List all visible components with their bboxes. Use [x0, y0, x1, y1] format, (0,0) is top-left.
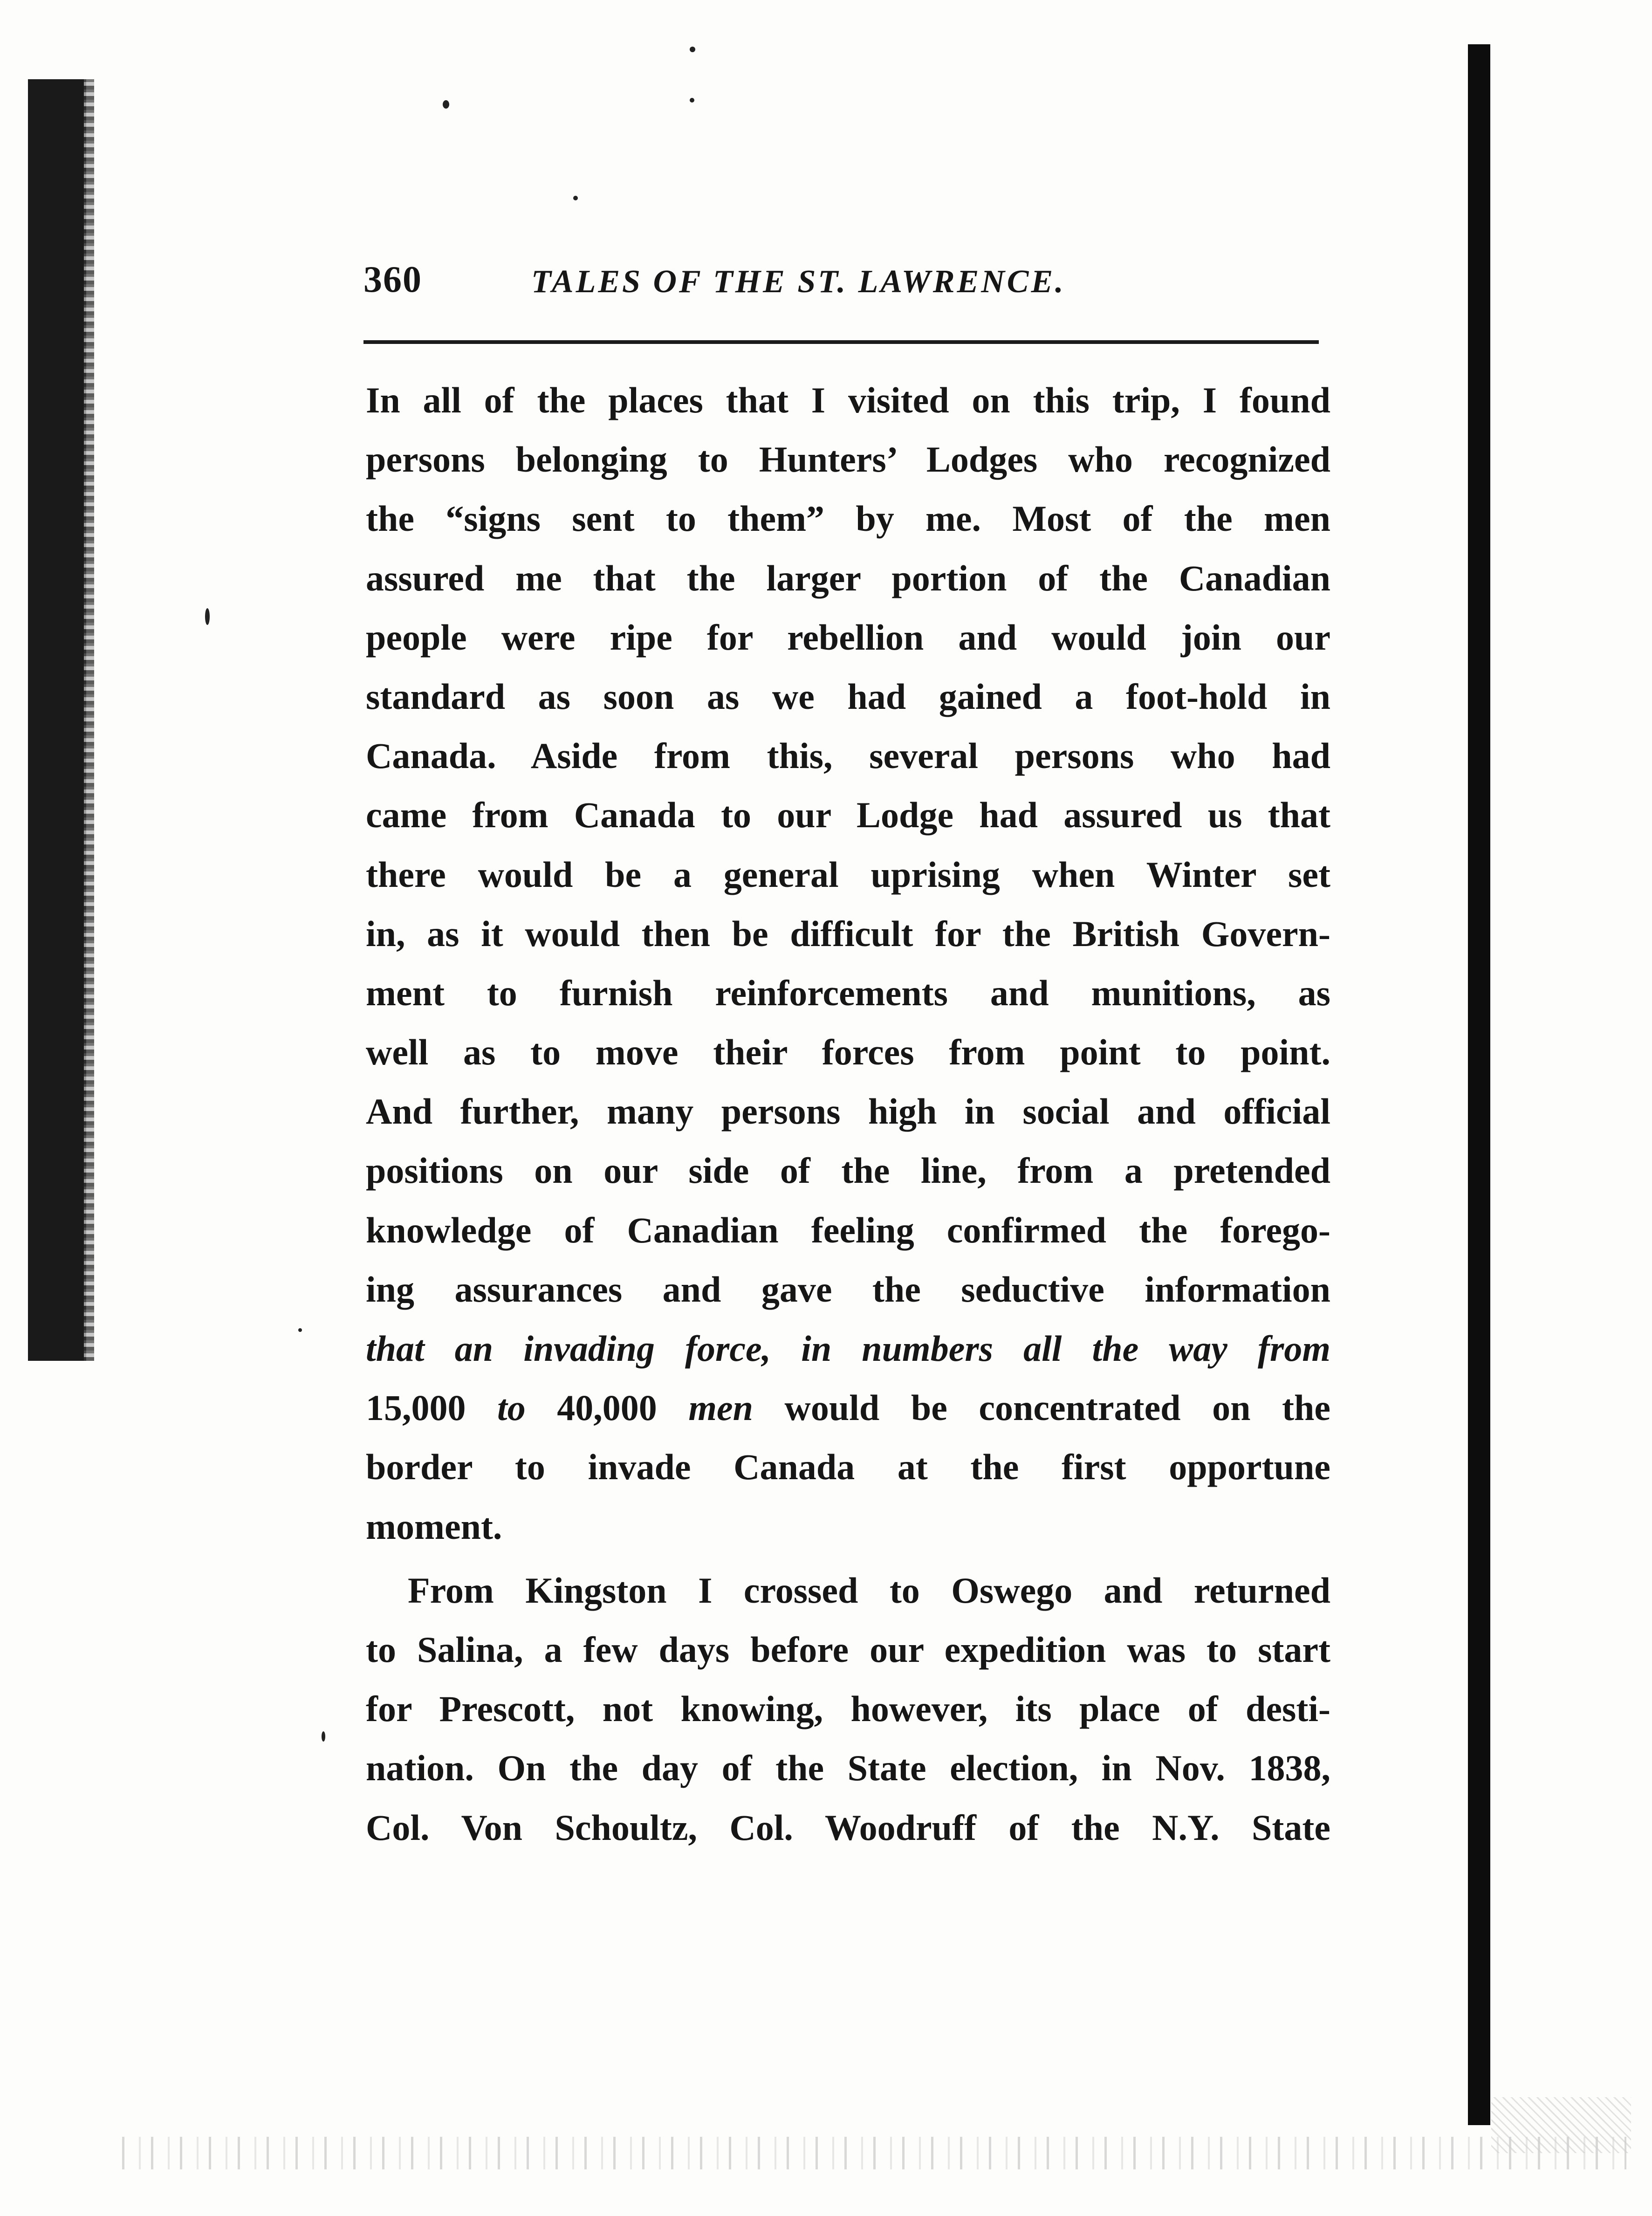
ink-speck: [573, 196, 578, 200]
text-line: positions on our side of the line, from a pretended: [366, 1150, 1330, 1191]
text-line: people were ripe for rebellion and would join our: [366, 617, 1330, 658]
running-header: [363, 259, 1319, 310]
page-number: 360: [363, 259, 422, 300]
text-line: From Kingston I crossed to Oswego and returned: [408, 1570, 1330, 1611]
text-line: Canada. Aside from this, several persons who had: [366, 735, 1330, 776]
text-line: to Salina, a few days before our expedition was to start: [366, 1629, 1330, 1670]
text-line: nation. On the day of the State election, in Nov. 1838,: [366, 1748, 1330, 1789]
text-line: there would be a general uprising when Winter set: [366, 854, 1330, 895]
text-line: standard as soon as we had gained a foot-hold in: [366, 676, 1330, 717]
ink-speck: [690, 98, 694, 103]
text-line: ment to furnish reinforcements and munitions, as: [366, 972, 1330, 1013]
italic-word: men: [688, 1387, 753, 1428]
ink-speck: [298, 1328, 302, 1332]
text-line: border to invade Canada at the first opportune: [366, 1447, 1330, 1488]
italic-word: to: [497, 1387, 526, 1428]
number-text: 40,000: [525, 1387, 689, 1428]
text-line: came from Canada to our Lodge had assured us that: [366, 795, 1330, 836]
paragraph: [366, 1561, 1330, 1857]
running-title: TALES OF THE ST. LAWRENCE.: [531, 264, 1066, 300]
header-rule: [363, 340, 1319, 344]
ink-speck: [443, 100, 449, 109]
ink-speck: [322, 1731, 325, 1742]
text-line: moment.: [366, 1506, 502, 1547]
ink-speck: [690, 47, 695, 52]
text-line: knowledge of Canadian feeling confirmed the forego-: [366, 1209, 1330, 1250]
paragraph-gap: [366, 1556, 1330, 1561]
text-segment: would be concentrated on the: [753, 1387, 1331, 1428]
scan-shadow-left: [28, 79, 86, 1361]
scan-noise-corner: [1491, 2097, 1631, 2153]
text-line: In all of the places that I visited on this trip, I found: [366, 380, 1330, 420]
paragraph: [366, 370, 1330, 1556]
ink-speck: [205, 608, 210, 625]
text-line: assured me that the larger portion of the Canadian: [366, 557, 1330, 598]
text-line: ing assurances and gave the seductive information: [366, 1269, 1330, 1310]
text-line: in, as it would then be difficult for the British Govern-: [366, 913, 1330, 954]
scan-noise-bottom: [112, 2137, 1626, 2169]
text-line: And further, many persons high in social and official: [366, 1091, 1330, 1132]
text-line: well as to move their forces from point to point.: [366, 1032, 1330, 1073]
number-text: 15,000: [366, 1387, 498, 1428]
text-line: Col. Von Schoultz, Col. Woodruff of the N.Y. State: [366, 1807, 1330, 1848]
text-line: persons belonging to Hunters’ Lodges who recognized: [366, 439, 1330, 480]
text-line: the “signs sent to them” by me. Most of the men: [366, 498, 1330, 539]
italic-text-line: that an invading force, in numbers all the way from: [366, 1328, 1330, 1369]
scan-shadow-right: [1468, 44, 1490, 2125]
body-text: [366, 370, 1330, 1857]
mixed-text-line: [366, 1378, 1330, 1437]
text-line: for Prescott, not knowing, however, its place of desti-: [366, 1688, 1330, 1729]
